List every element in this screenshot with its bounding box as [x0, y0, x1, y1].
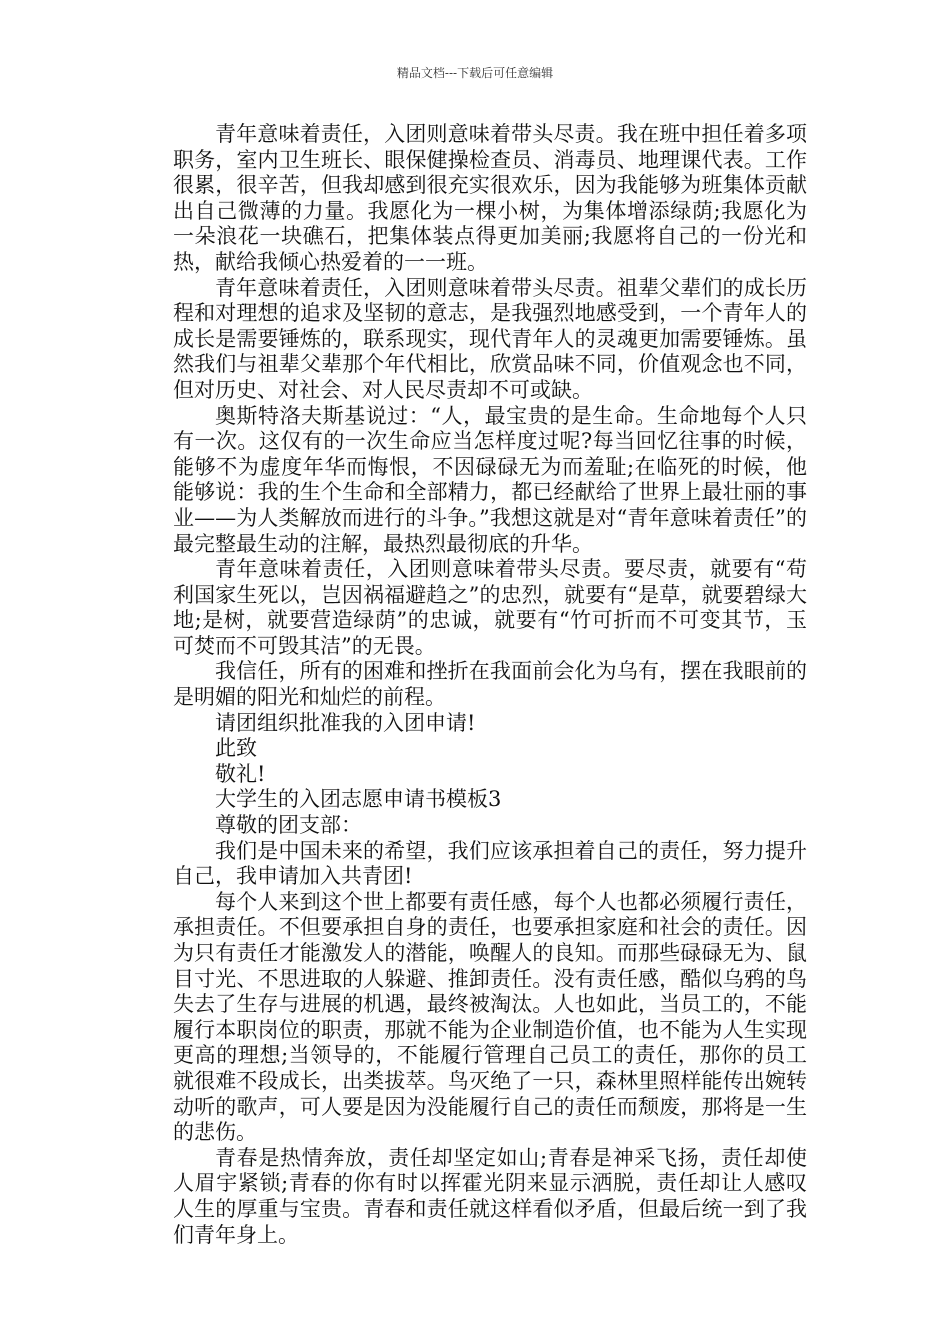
- paragraph-8: 青春是热情奔放，责任却坚定如山;青春是神采飞扬，责任却使人眉宇紧锁;青春的你有时以挥霍光阴来显示洒脱，责任却让人感叹人生的厚重与宝贵。青春和责任就这样看似矛盾，但最后统一到了我们青年身上。: [173, 1145, 807, 1247]
- paragraph-2: 青年意味着责任，入团则意味着带头尽责。祖辈父辈们的成长历程和对理想的追求及坚韧的意志，是我强烈地感受到，一个青年人的成长是需要锤炼的，联系现实，现代青年人的灵魂更加需要锤炼。虽然我们与祖辈父辈那个年代相比，欣赏品味不同，价值观念也不同，但对历史、对社会、对人民尽责却不可或缺。: [173, 275, 807, 402]
- paragraph-3: 奥斯特洛夫斯基说过：“人，最宝贵的是生命。生命地每个人只有一次。这仅有的一次生命应当怎样度过呢?每当回忆往事的时候，能够不为虚度年华而悔恨，不因碌碌无为而羞耻;在临死的时候，他能够说：我的生个生命和全部精力，都已经献给了世界上最壮丽的事业——为人类解放而进行的斗争。”我想这就是对“青年意味着责任”的最完整最生动的注解，最热烈最彻底的升华。: [173, 403, 807, 556]
- paragraph-7: 每个人来到这个世上都要有责任感，每个人也都必须履行责任，承担责任。不但要承担自身的责任，也要承担家庭和社会的责任。因为只有责任才能激发人的潜能，唤醒人的良知。而那些碌碌无为、鼠目寸光、不思进取的人躲避、推卸责任。没有责任感，酷似乌鸦的鸟失去了生存与进展的机遇，最终被淘汰。人也如此，当员工的，不能履行本职岗位的职责，那就不能为企业制造价值，也不能为人生实现更高的理想;当领导的，不能履行管理自己员工的责任，那你的员工就很难不段成长，出类拔萃。鸟灭绝了一只，森林里照样能传出婉转动听的歌声，可人要是因为没能履行自己的责任而颓废，那将是一生的悲伤。: [173, 889, 807, 1145]
- closing-regards: 敬礼!: [215, 761, 266, 786]
- request-line: 请团组织批准我的入团申请!: [215, 710, 476, 735]
- closing-salutation: 此致: [215, 736, 257, 761]
- paragraph-1: 青年意味着责任，入团则意味着带头尽责。我在班中担任着多项职务，室内卫生班长、眼保健操检查员、消毒员、地理课代表。工作很累，很辛苦，但我却感到很充实很欢乐，因为我能够为班集体贡献出自己微薄的力量。我愿化为一棵小树，为集体增添绿荫;我愿化为一朵浪花一块礁石，把集体装点得更加美丽;我愿将自己的一份光和热，献给我倾心热爱着的一一班。: [173, 122, 807, 274]
- letter-greeting: 尊敬的团支部：: [215, 813, 362, 838]
- paragraph-4: 青年意味着责任，入团则意味着带头尽责。要尽责，就要有“苟利国家生死以，岂因祸福避趋之”的忠烈，就要有“是草，就要碧绿大地;是树，就要营造绿荫”的忠诚，就要有“竹可折而不可变其节，玉可焚而不可毁其洁”的无畏。: [173, 557, 807, 658]
- document-body: [173, 122, 807, 1248]
- section-title: 大学生的入团志愿申请书模板3: [215, 787, 502, 812]
- paragraph-6: 我们是中国未来的希望，我们应该承担着自己的责任，努力提升自己，我申请加入共青团!: [173, 838, 807, 889]
- page-header: 精品文档---下载后可任意编辑: [396, 66, 554, 80]
- paragraph-5: 我信任，所有的困难和挫折在我面前会化为乌有，摆在我眼前的是明媚的阳光和灿烂的前程。: [173, 659, 807, 710]
